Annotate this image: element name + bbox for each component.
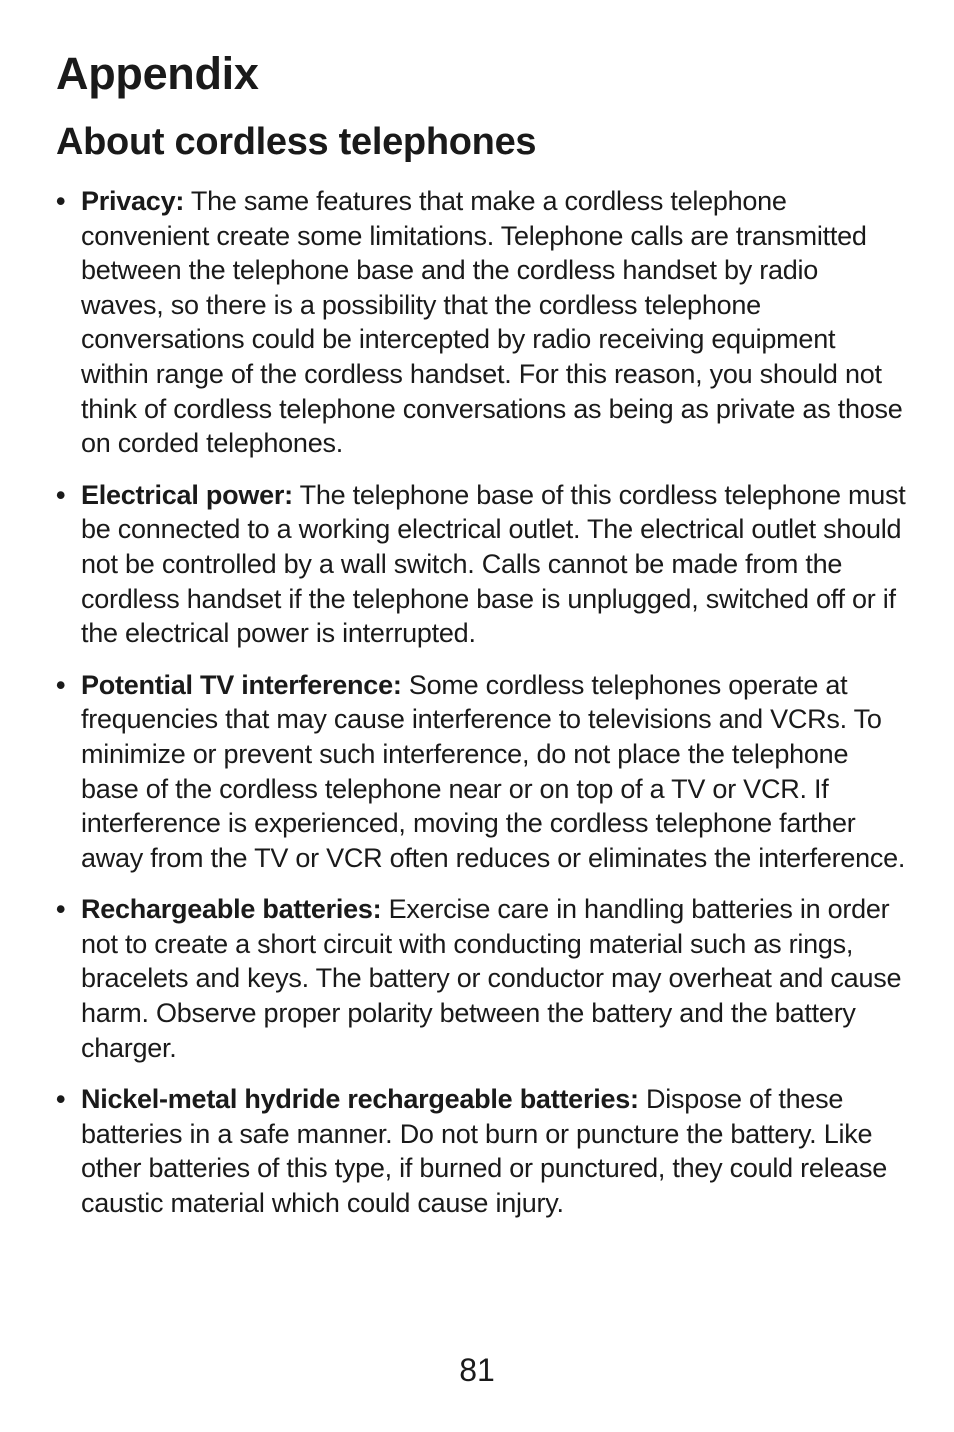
page-title: Appendix — [56, 48, 259, 99]
bullet-text: Some cordless telephones operate at frequencies that may cause interference to televisions and VCRs. To minimize or prevent such interference, do not place the telephone base of the cordless telephone near or on top of a TV or VCR. If interference is experienced, moving the cordless telephone farther away from the TV or VCR often reduces or eliminates the interference. — [81, 669, 906, 873]
bullet-term: Nickel-metal hydride rechargeable batteries: — [81, 1084, 639, 1115]
bullet-term: Privacy: — [81, 186, 185, 216]
page-content — [56, 44, 906, 1238]
bullet-text: The telephone base of this cordless telephone must be connected to a working electrical outlet. The electrical outlet should not be controlled by a wall switch. Calls cannot be made from the cordless handset if the telephone base is unplugged, switched off or if the electrical power is interrupted. — [81, 479, 906, 649]
bullet-text: Dispose of these batteries in a safe manner. Do not burn or puncture the battery. Like other batteries of this type, if burned or punctured, they could release caustic material which could cause injury. — [81, 1084, 887, 1219]
bullet-text: The same features that make a cordless telephone convenient create some limitations. Telephone calls are transmitted between the telephone base and the cordless handset by radio waves, so there is a possibility that the cordless telephone conversations could be intercepted by radio receiving equipment within range of the cordless handset. For this reason, you should not think of cordless telephone conversations as being as private as those on corded telephones. — [81, 186, 903, 459]
list-item — [56, 892, 906, 1065]
list-item — [56, 184, 906, 461]
list-item — [56, 668, 906, 876]
list-item — [56, 478, 906, 651]
bullet-icon: • — [56, 479, 66, 510]
bullet-icon: • — [56, 1084, 66, 1115]
bullet-term: Rechargeable batteries: — [81, 894, 382, 925]
list-item — [56, 1082, 906, 1220]
bullet-icon: • — [56, 669, 66, 700]
bullet-term: Electrical power: — [81, 479, 293, 510]
bullet-text: Exercise care in handling batteries in order not to create a short circuit with conducting material such as rings, bracelets and keys. The battery or conductor may overheat and cause harm. Observe proper polarity between the battery and the battery charger. — [81, 894, 902, 1063]
section-title: About cordless telephones — [56, 121, 537, 163]
bullet-term: Potential TV interference: — [81, 669, 402, 700]
bullet-icon: • — [56, 894, 66, 925]
bullet-icon: • — [56, 186, 66, 216]
bullet-list — [56, 184, 906, 1221]
page-number: 81 — [459, 1352, 495, 1388]
